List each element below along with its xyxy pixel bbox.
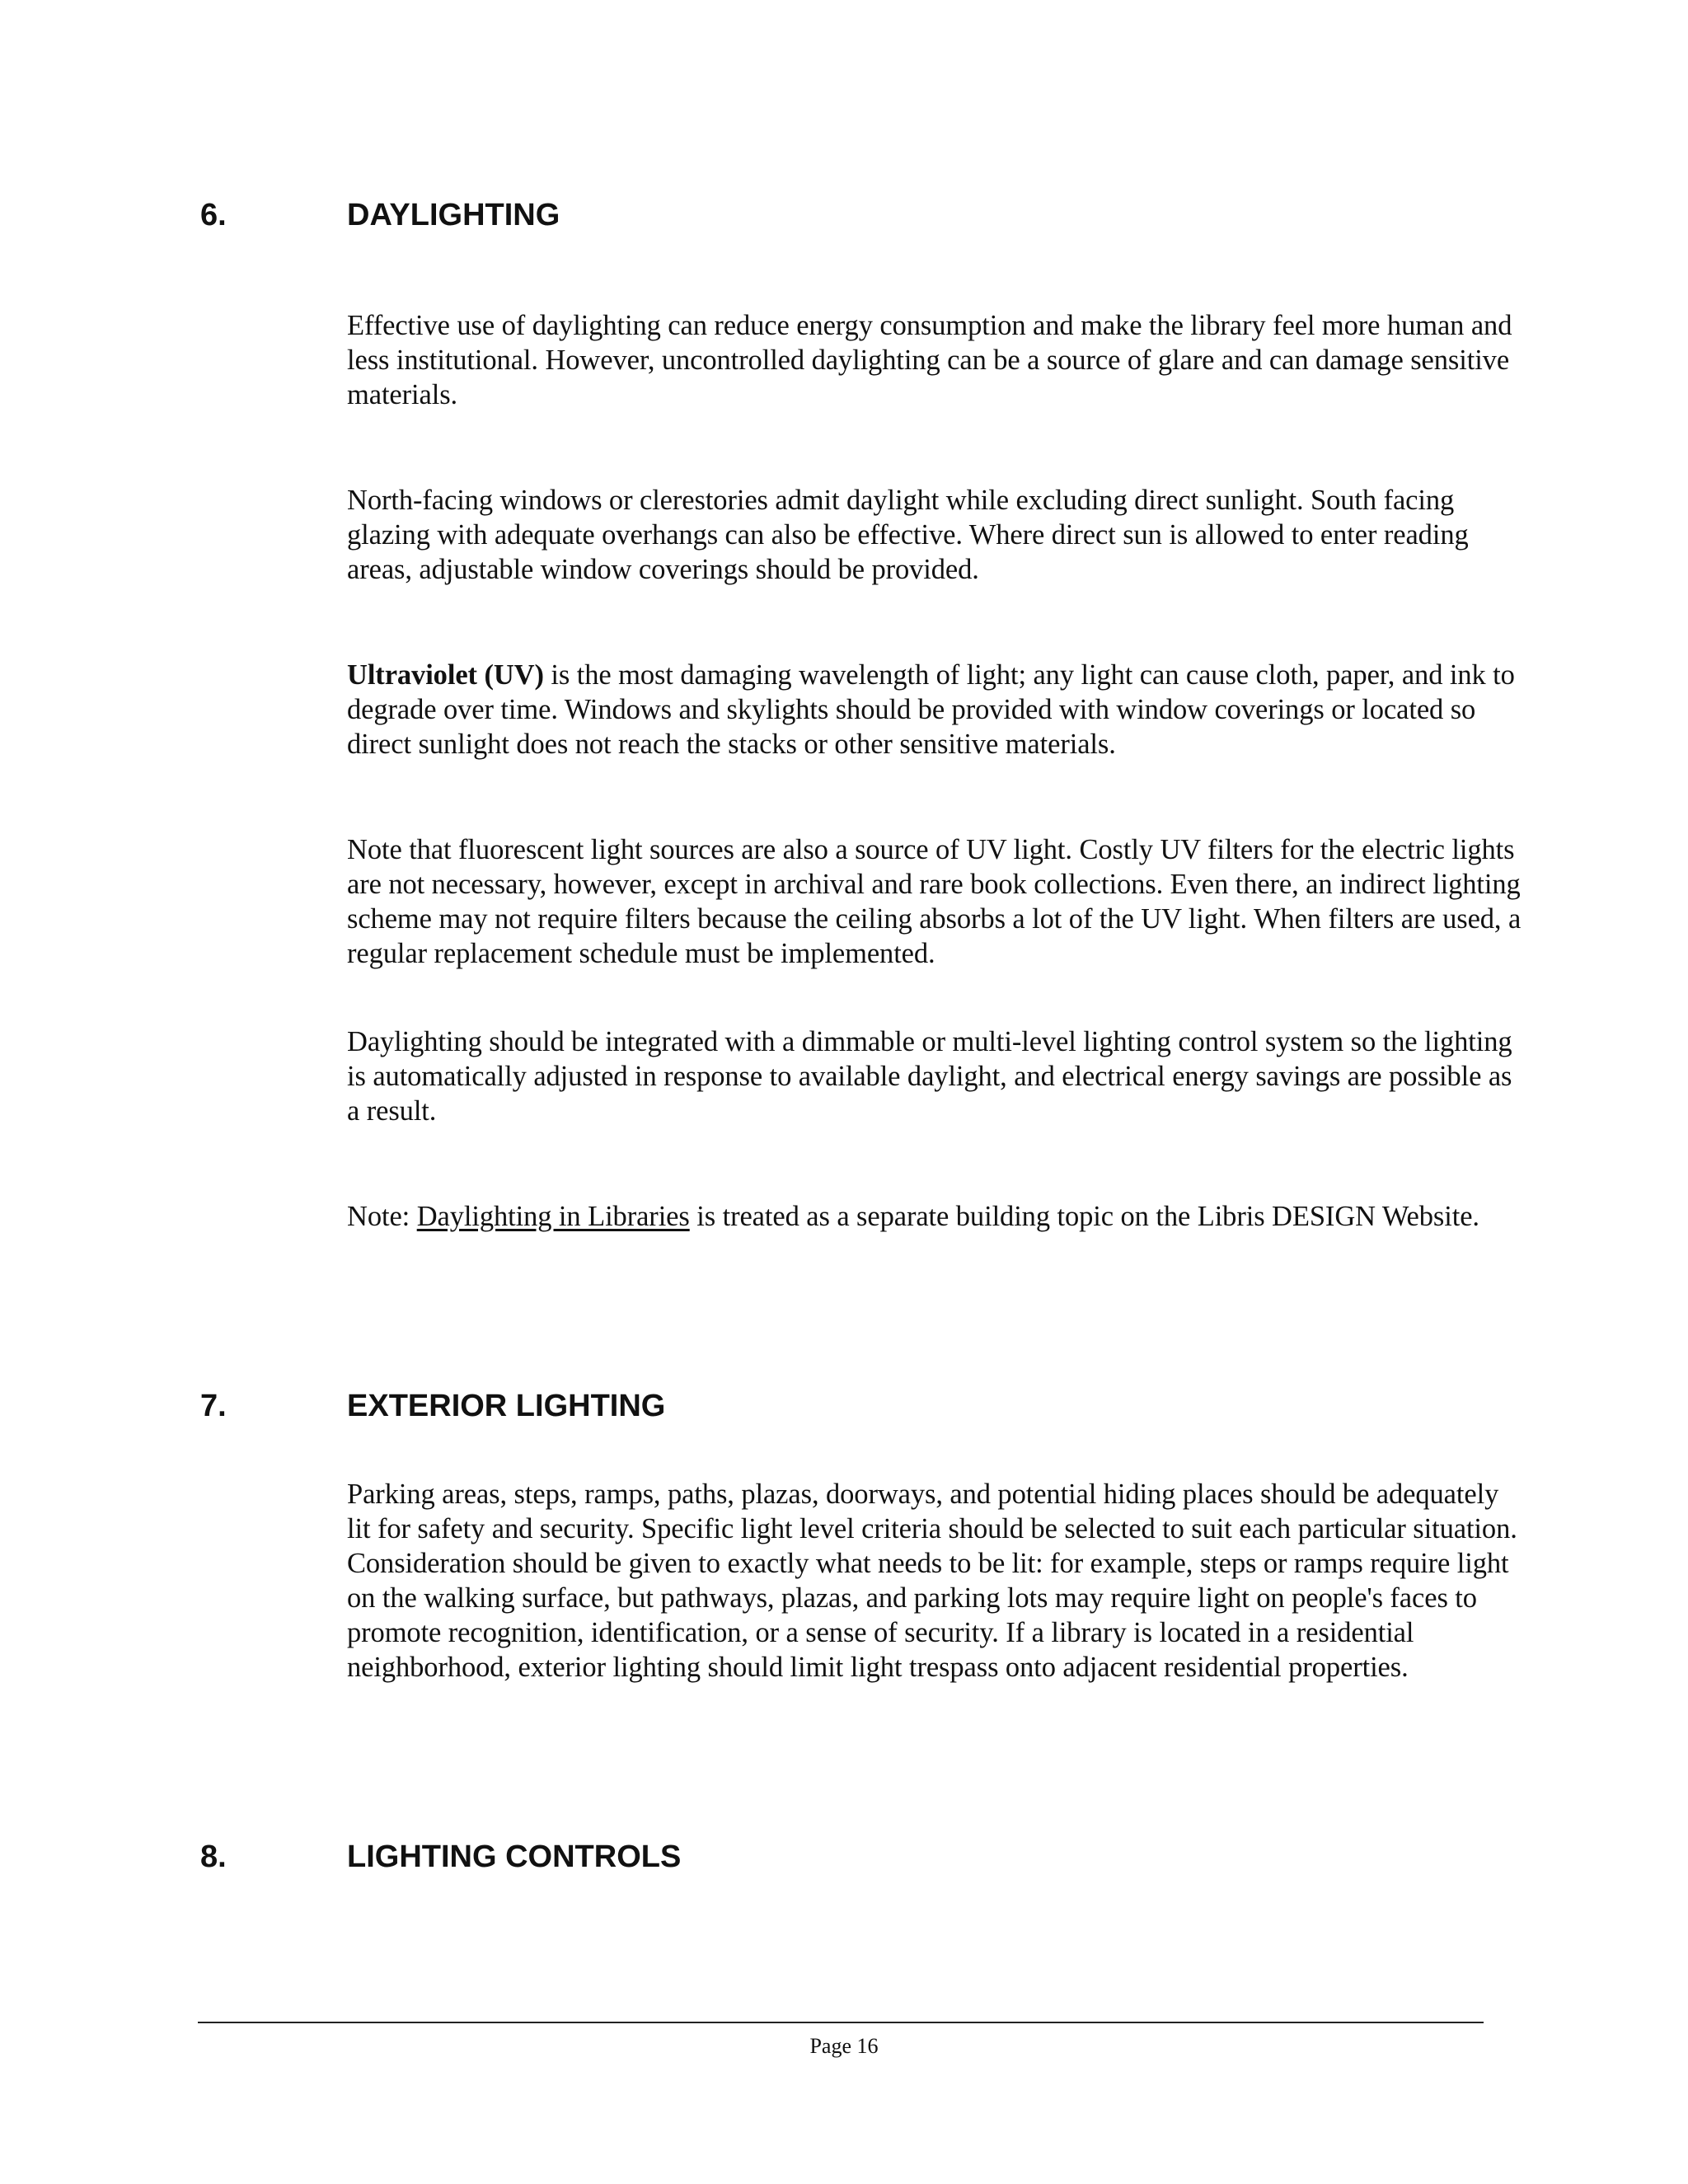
- note-prefix: Note:: [347, 1201, 417, 1232]
- uv-term: Ultraviolet (UV): [347, 659, 544, 691]
- daylighting-note: [347, 1199, 1526, 1234]
- section-number: 8.: [200, 1840, 227, 1874]
- page-number: Page 16: [809, 2034, 879, 2058]
- section-8-heading: [0, 1832, 1688, 1882]
- daylighting-paragraph-2: North-facing windows or clerestories admit daylight while excluding direct sunlight. South facing glazing with adequate overhangs can also be effective. Where direct sun is allowed to enter reading areas, adjustable window coverings should be provided.: [347, 485, 1469, 585]
- section-6-heading: [0, 190, 1688, 240]
- footer-divider: [198, 2022, 1484, 2023]
- section-number: 6.: [200, 198, 227, 232]
- daylighting-paragraph-3: [347, 658, 1526, 762]
- daylighting-paragraph-1: Effective use of daylighting can reduce energy consumption and make the library feel more human and less institutional. However, uncontrolled daylighting can be a source of glare and can damage sensitive materials.: [347, 310, 1512, 410]
- daylighting-in-libraries-link[interactable]: Daylighting in Libraries: [416, 1201, 690, 1232]
- note-suffix: is treated as a separate building topic on the Libris DESIGN Website.: [689, 1201, 1479, 1232]
- daylighting-paragraph-4: Note that fluorescent light sources are also a source of UV light. Costly UV filters for the electric lights are not necessary, however, except in archival and rare book collections. Even there, an indirect lighting scheme may not require filters because the ceiling absorbs a lot of the UV light. When filters are used, a regular replacement schedule must be implemented.: [347, 834, 1522, 969]
- exterior-lighting-paragraph: Parking areas, steps, ramps, paths, plazas, doorways, and potential hiding places should be adequately lit for safety and security. Specific light level criteria should be selected to suit each particular situation. Consideration should be given to exactly what needs to be lit: for example, steps or ramps require light on the walking surface, but pathways, plazas, and parking lots may require light on people's faces to promote recognition, identification, or a sense of security. If a library is located in a residential neighborhood, exterior lighting should limit light trespass onto adjacent residential properties.: [347, 1479, 1517, 1683]
- section-title: EXTERIOR LIGHTING: [347, 1389, 666, 1423]
- section-7-heading: [0, 1381, 1688, 1431]
- section-title: LIGHTING CONTROLS: [347, 1840, 682, 1874]
- uv-text: is the most damaging wavelength of light; any light can cause cloth, paper, and ink to degrade over time. Windows and skylights should be provided with window coverings or located so direct sunlight does not reach the stacks or other sensitive materials.: [347, 659, 1515, 760]
- section-title: DAYLIGHTING: [347, 198, 560, 232]
- section-number: 7.: [200, 1389, 227, 1423]
- daylighting-paragraph-5: Daylighting should be integrated with a dimmable or multi-level lighting control system so the lighting is automatically adjusted in response to available daylight, and electrical energy savings are possible as a result.: [347, 1026, 1512, 1127]
